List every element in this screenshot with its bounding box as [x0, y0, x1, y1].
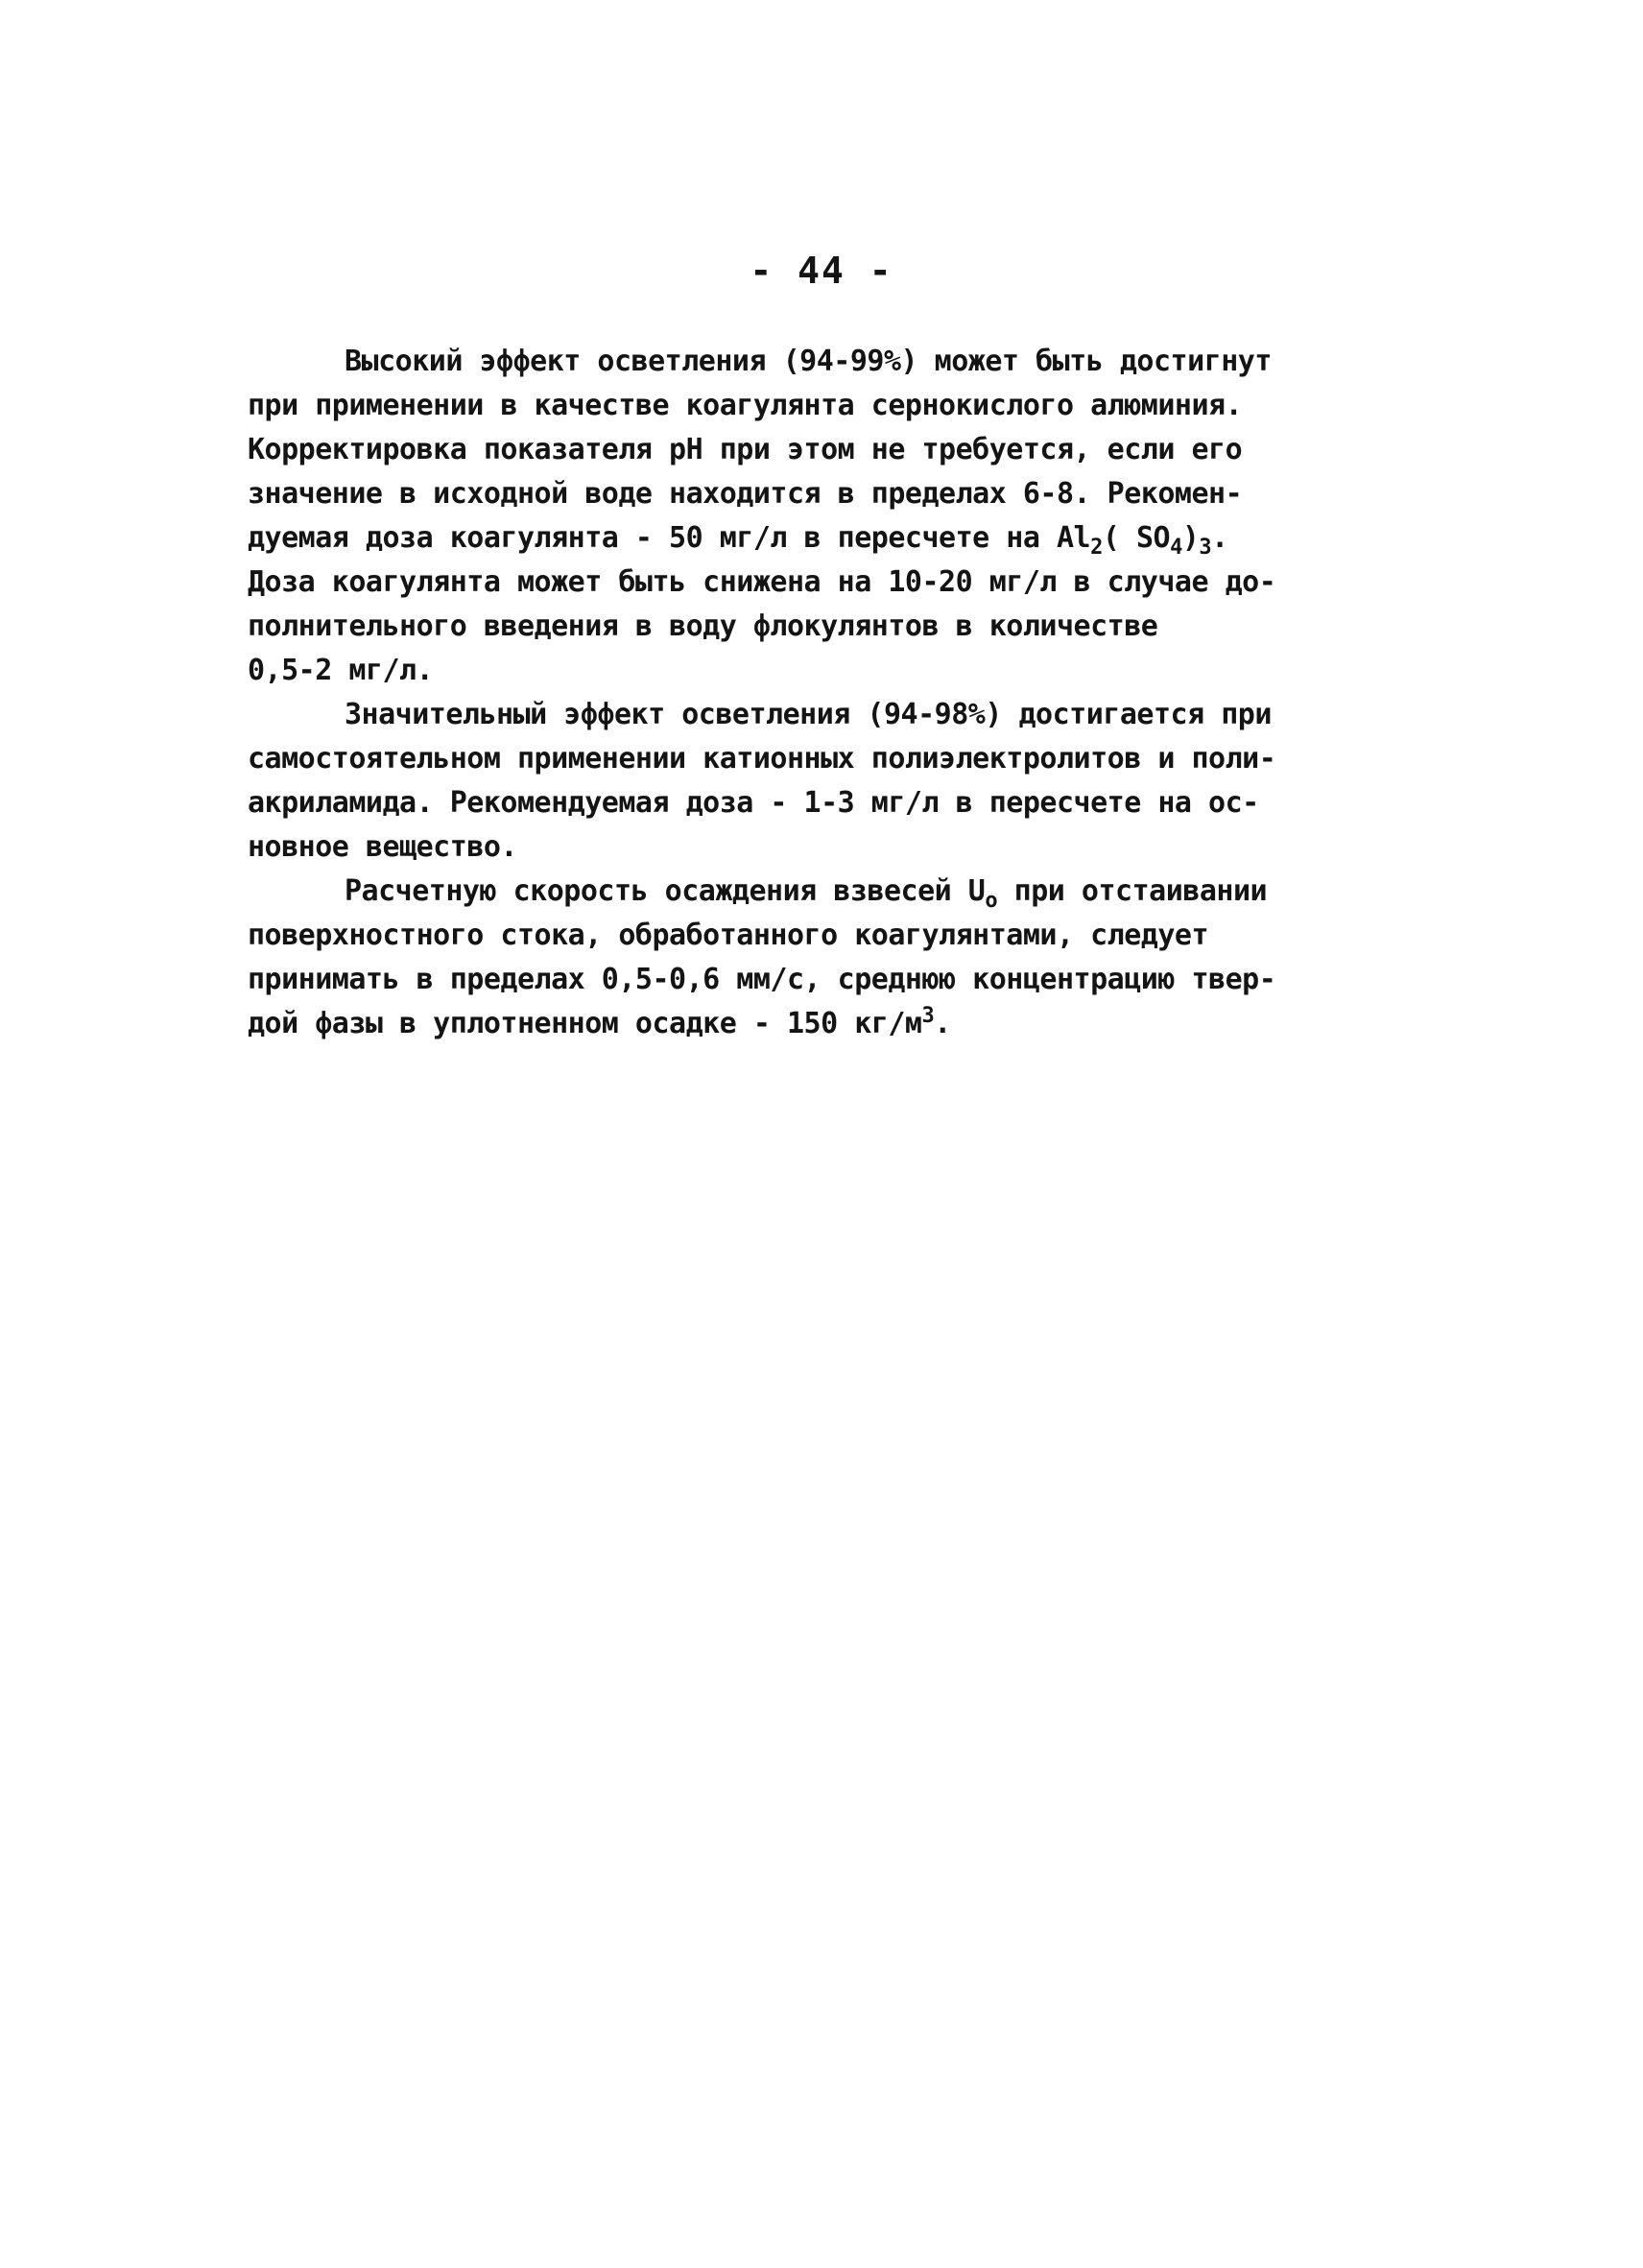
text-line: Корректировка показателя pH при этом не требуется, если его: [248, 433, 1243, 466]
text-line: поверхностного стока, обработанного коагулянтами, следует: [248, 919, 1209, 952]
superscript: 3: [921, 1004, 935, 1028]
text-line: 0,5-2 мг/л.: [248, 654, 434, 687]
text-line-velocity: [248, 870, 1399, 914]
text-line: при применении в качестве коагулянта сернокислого алюминия.: [248, 389, 1243, 422]
text-line: значение в исходной воде находится в пределах 6-8. Рекомен-: [248, 477, 1243, 511]
text-line: акриламида. Рекомендуемая доза - 1-3 мг/л в пересчете на ос-: [248, 786, 1259, 820]
text-segment: ( SO: [1102, 521, 1171, 555]
text-segment: ): [1181, 521, 1200, 555]
text-line-units: [248, 1002, 1399, 1046]
text-line: принимать в пределах 0,5-0,6 мм/с, среднюю концентрацию твер-: [248, 963, 1276, 996]
text-line: Значительный эффект осветления (94-98%) достигается при: [345, 698, 1272, 731]
page-number: - 44 -: [750, 250, 893, 292]
text-segment: .: [934, 1007, 951, 1040]
text-segment: Расчетную скорость осаждения взвесей U: [345, 874, 986, 908]
subscript: 3: [1199, 536, 1212, 560]
text-line: самостоятельном применении катионных полиэлектролитов и поли-: [248, 742, 1276, 776]
text-segment: дуемая доза коагулянта - 50 мг/л в пересчете на Al: [248, 521, 1091, 555]
subscript: o: [985, 889, 998, 913]
subscript: 4: [1170, 536, 1182, 560]
text-segment: .: [1211, 521, 1228, 555]
text-line: новное вещество.: [248, 830, 517, 864]
text-line: полнительного введения в воду флокулянтов в количестве: [248, 609, 1158, 643]
body-text: [248, 340, 1399, 1046]
text-segment: при отстаивании: [997, 874, 1268, 908]
text-segment: дой фазы в уплотненном осадке - 150 кг/м: [248, 1007, 922, 1040]
text-line: Доза коагулянта может быть снижена на 10-20 мг/л в случае до-: [248, 565, 1276, 599]
text-line-formula: [248, 516, 1399, 561]
text-line: Высокий эффект осветления (94-99%) может быть достигнут: [345, 345, 1272, 378]
subscript: 2: [1090, 536, 1103, 560]
